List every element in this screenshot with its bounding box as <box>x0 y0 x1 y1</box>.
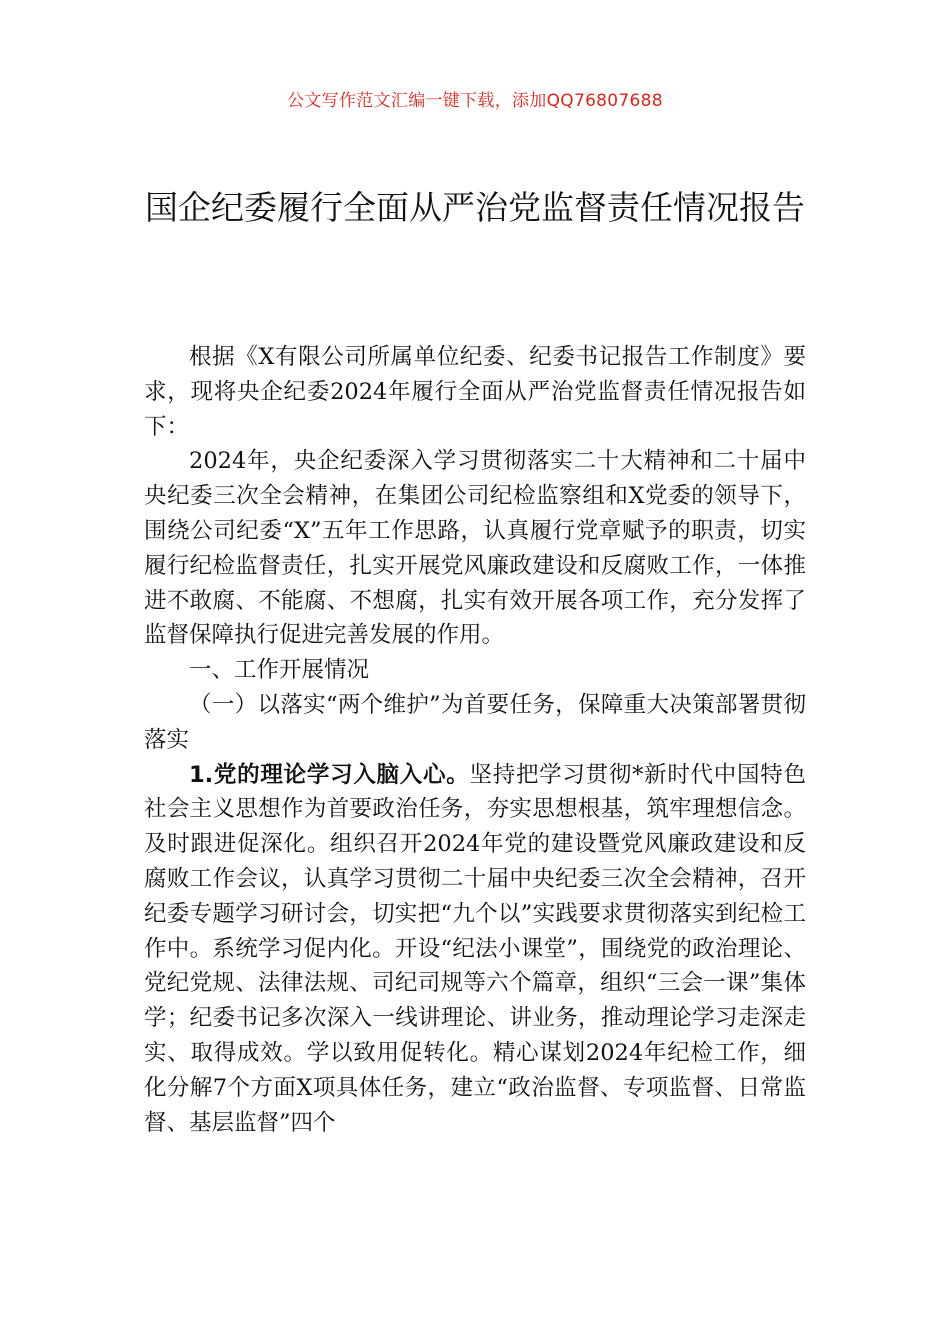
document-body <box>144 340 806 1140</box>
overview-paragraph: 2024年，央企纪委深入学习贯彻落实二十大精神和二十届中央纪委三次全会精神，在集团公司纪检监察组和X党委的领导下，围绕公司纪委“X”五年工作思路，认真履行党章赋予的职责，切实履行纪检监督责任，扎实开展党风廉政建设和反腐败工作，一体推进不敢腐、不能腐、不想腐，扎实有效开展各项工作，充分发挥了监督保障执行促进完善发展的作用。 <box>144 448 806 649</box>
subsection-heading: （一）以落实“两个维护”为首要任务，保障重大决策部署贯彻落实 <box>144 691 806 753</box>
item-paragraph <box>144 758 806 1141</box>
intro-paragraph: 根据《X有限公司所属单位纪委、纪委书记报告工作制度》要求，现将央企纪委2024年履行全面从严治党监督责任情况报告如下： <box>144 344 806 440</box>
page-title: 国企纪委履行全面从严治党监督责任情况报告 <box>145 188 805 227</box>
item-text: 坚持把学习贯彻*新时代中国特色社会主义思想作为首要政治任务，夯实思想根基，筑牢理想信念。及时跟进促深化。组织召开2024年党的建设暨党风廉政建设和反腐败工作会议，认真学习贯彻二十届中央纪委三次全会精神，召开纪委专题学习研讨会，切实把“九个以”实践要求贯彻落实到纪检工作中。系统学习促内化。开设“纪法小课堂”，围绕党的政治理论、党纪党规、法律法规、司纪司规等六个篇章，组织“三会一课”集体学；纪委书记多次深入一线讲理论、讲业务，推动理论学习走深走实、取得成效。学以致用促转化。精心谋划2024年纪检工作，细化分解7个方面X项具体任务，建立“政治监督、专项监督、日常监督、基层监督”四个 <box>144 761 806 1136</box>
promo-header: 公文写作范文汇编一键下载，添加QQ76807688 <box>287 91 663 111</box>
section-heading: 一、工作开展情况 <box>189 657 370 684</box>
item-lead: 1.党的理论学习入脑入心。 <box>189 761 470 788</box>
